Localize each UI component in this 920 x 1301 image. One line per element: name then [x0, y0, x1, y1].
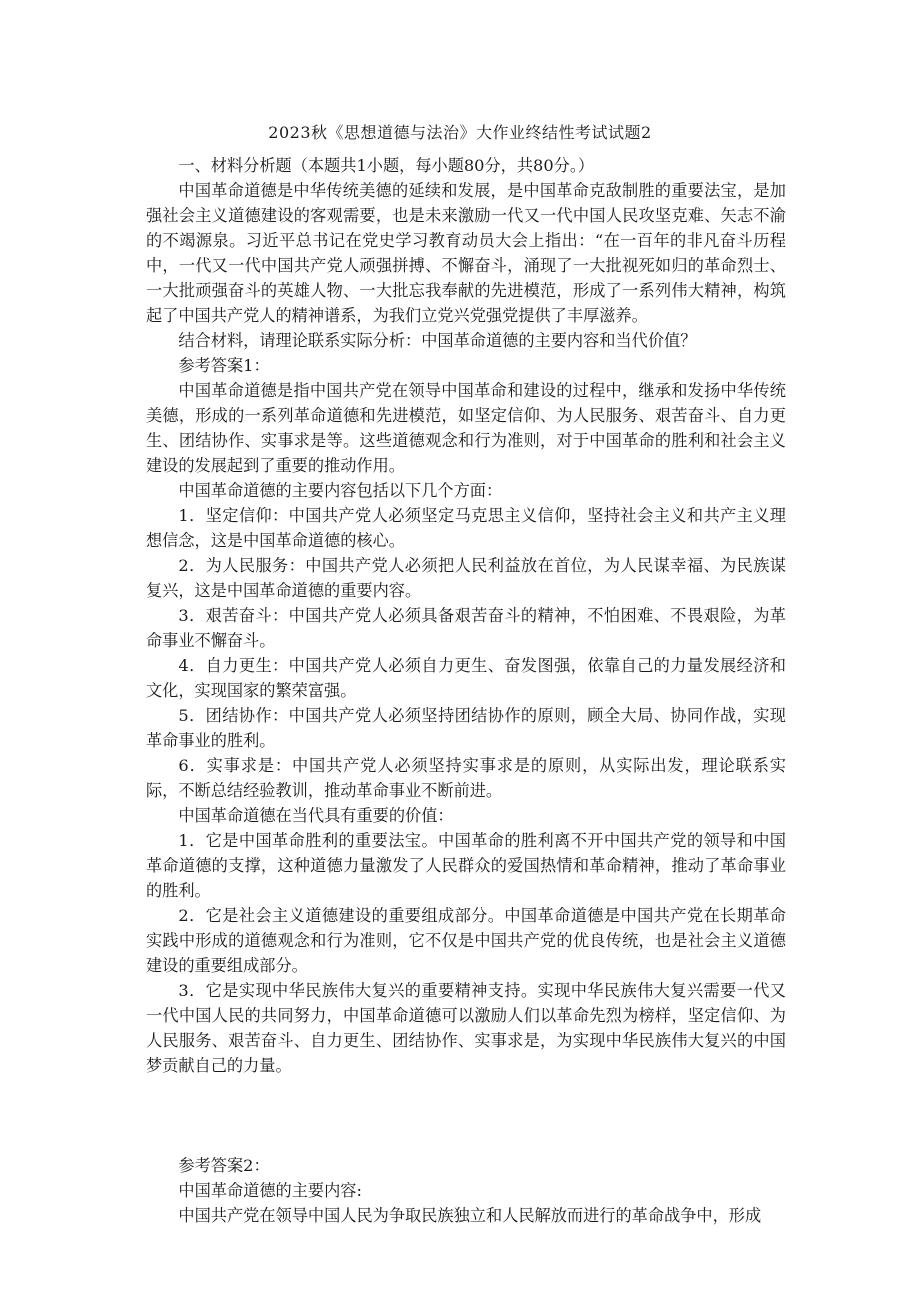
- value-item: 3．它是实现中华民族伟大复兴的重要精神支持。实现中华民族伟大复兴需要一代又一代中国人民的共同努力，中国革命道德可以激励人们以革命先烈为榜样，坚定信仰、为人民服务、艰苦奋斗、自力更生、团结协作、实事求是，为实现中华民族伟大复兴的中国梦贡献自己的力量。: [146, 981, 786, 1075]
- value-item: 1．它是中国革命胜利的重要法宝。中国革命的胜利离不开中国共产党的领导和中国革命道德的支撑，这种道德力量激发了人民群众的爱国热情和革命精神，推动了革命事业的胜利。: [146, 831, 786, 900]
- answer2-text: 中国共产党在领导中国人民为争取民族独立和人民解放而进行的革命战争中，形成: [178, 1206, 762, 1225]
- value-intro: 中国革命道德在当代具有重要的价值：: [178, 806, 454, 825]
- answer1-intro: 中国革命道德是指中国共产党在领导中国革命和建设的过程中，继承和发扬中华传统美德，形成的一系列革命道德和先进模范，如坚定信仰、为人民服务、艰苦奋斗、自力更生、团结协作、实事求是等。这些道德观念和行为准则，对于中国革命的胜利和社会主义建设的发展起到了重要的推动作用。: [146, 381, 786, 475]
- content-item: 1．坚定信仰：中国共产党人必须坚定马克思主义信仰，坚持社会主义和共产主义理想信念，这是中国革命道德的核心。: [146, 506, 786, 550]
- document-title: 2023秋《思想道德与法治》大作业终结性考试试题2: [268, 123, 652, 142]
- content-item: 4．自力更生：中国共产党人必须自力更生、奋发图强，依靠自己的力量发展经济和文化，实现国家的繁荣富强。: [146, 656, 786, 700]
- answer2-label: 参考答案2：: [178, 1156, 270, 1175]
- document-body: [146, 153, 786, 1228]
- content-intro: 中国革命道德的主要内容包括以下几个方面：: [178, 481, 503, 500]
- spacer: [146, 1078, 786, 1153]
- content-item: 6．实事求是：中国共产党人必须坚持实事求是的原则，从实际出发，理论联系实际，不断总结经验教训，推动革命事业不断前进。: [146, 756, 786, 800]
- answer2-subtitle: 中国革命道德的主要内容:: [178, 1181, 362, 1200]
- value-item: 2．它是社会主义道德建设的重要组成部分。中国革命道德是中国共产党在长期革命实践中形成的道德观念和行为准则，它不仅是中国共产党的优良传统，也是社会主义道德建设的重要组成部分。: [146, 906, 786, 975]
- answer1-label: 参考答案1：: [178, 356, 270, 375]
- content-item: 5．团结协作：中国共产党人必须坚持团结协作的原则，顾全大局、协同作战，实现革命事业的胜利。: [146, 706, 786, 750]
- content-item: 3．艰苦奋斗：中国共产党人必须具备艰苦奋斗的精神，不怕困难、不畏艰险，为革命事业不懈奋斗。: [146, 606, 786, 650]
- content-item: 2．为人民服务：中国共产党人必须把人民利益放在首位，为人民谋幸福、为民族谋复兴，这是中国革命道德的重要内容。: [146, 556, 786, 600]
- question-text: 结合材料，请理论联系实际分析：中国革命道德的主要内容和当代价值？: [178, 331, 697, 350]
- section-heading: 一、材料分析题（本题共1小题，每小题80分，共80分。）: [178, 156, 595, 175]
- material-paragraph: 中国革命道德是中华传统美德的延续和发展，是中国革命克敌制胜的重要法宝，是加强社会主义道德建设的客观需要，也是未来激励一代又一代中国人民攻坚克难、矢志不渝的不竭源泉。习近平总书记在党史学习教育动员大会上指出：“在一百年的非凡奋斗历程中，一代又一代中国共产党人顽强拼搏、不懈奋斗，涌现了一大批视死如归的革命烈士、一大批顽强奋斗的英雄人物、一大批忘我奉献的先进模范，形成了一系列伟大精神，构筑起了中国共产党人的精神谱系，为我们立党兴党强党提供了丰厚滋养。: [146, 181, 786, 325]
